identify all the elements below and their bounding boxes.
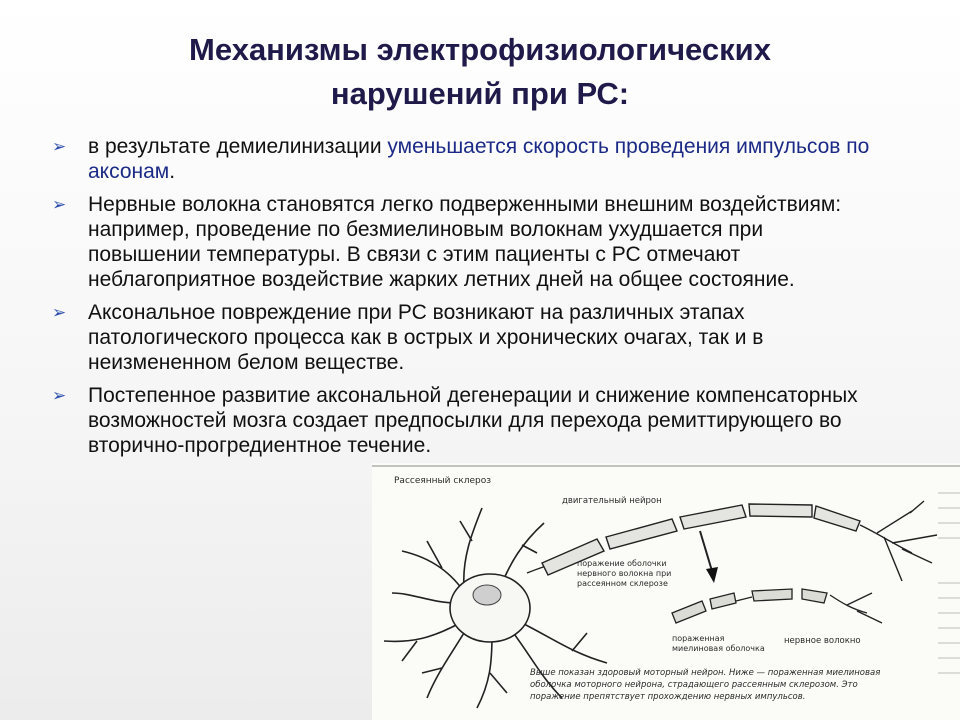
title-line-2: нарушений при РС: xyxy=(330,76,630,111)
bullet-item-2 xyxy=(48,192,878,292)
bullet-1-text-end: . xyxy=(169,160,176,183)
neuron-diagram xyxy=(372,463,960,720)
label-nerve-fiber: нервное волокно xyxy=(784,636,861,646)
bullet-list xyxy=(48,134,878,466)
bullet-3-text: Аксональное повреждение при РС возникают на различных этапах патологического процесса как в острых и хронических очагах, так и в неизмененном белом веществе. xyxy=(88,301,764,374)
label-damage-line-2: нервного волокна при xyxy=(577,569,672,578)
damaged-axon xyxy=(672,589,882,623)
scan-edge-text xyxy=(938,493,960,673)
caption-line-1: Выше показан здоровый моторный нейрон. Ниже — пораженная миелиновая xyxy=(530,668,881,678)
neuron-cell-body xyxy=(384,508,607,708)
label-myelin-line-2: миелиновая оболочка xyxy=(672,644,765,653)
arrow-bullet-icon: ➢ xyxy=(52,303,67,322)
label-damage-line-3: рассеянном склерозе xyxy=(577,579,668,588)
arrow-bullet-icon: ➢ xyxy=(52,386,67,405)
bullet-2-text: Нервные волокна становятся легко подверженными внешним воздействиям: например, проведение по безмиелиновым волокнам ухудшается при повышении температуры. В связи с этим пациенты с РС отмечают неблагоприятное воздействие жарких летних дней на общее состояние. xyxy=(88,193,842,291)
bullet-item-4 xyxy=(48,383,878,458)
bullet-1-highlight: уменьшается скорость проведения импульсов по аксонам xyxy=(88,135,870,183)
bullet-item-3 xyxy=(48,300,878,375)
arrow-bullet-icon: ➢ xyxy=(52,137,67,156)
slide-title xyxy=(60,28,900,116)
down-arrow-icon xyxy=(700,531,718,583)
caption-line-3: поражение препятствует прохождению нервных импульсов. xyxy=(530,692,806,702)
caption-line-2: оболочка моторного нейрона, страдающего рассеянным склерозом. Это xyxy=(530,680,858,690)
bullet-1-text-start: в результате демиелинизации xyxy=(88,135,388,158)
figure-header: Рассеянный склероз xyxy=(394,476,492,486)
label-damage-line-1: поражение оболочки xyxy=(577,559,667,568)
label-motor-neuron: двигательный нейрон xyxy=(562,496,662,506)
title-line-1: Механизмы электрофизиологических xyxy=(189,32,771,67)
arrow-bullet-icon: ➢ xyxy=(52,195,67,214)
label-myelin-line-1: пораженная xyxy=(672,634,725,643)
neuron-figure xyxy=(372,463,960,720)
bullet-4-text: Постепенное развитие аксональной дегенерации и снижение компенсаторных возможностей мозга создает предпосылки для перехода ремиттирующего во вторично-прогредиентное течение. xyxy=(88,384,858,457)
bullet-item-1 xyxy=(48,134,878,184)
